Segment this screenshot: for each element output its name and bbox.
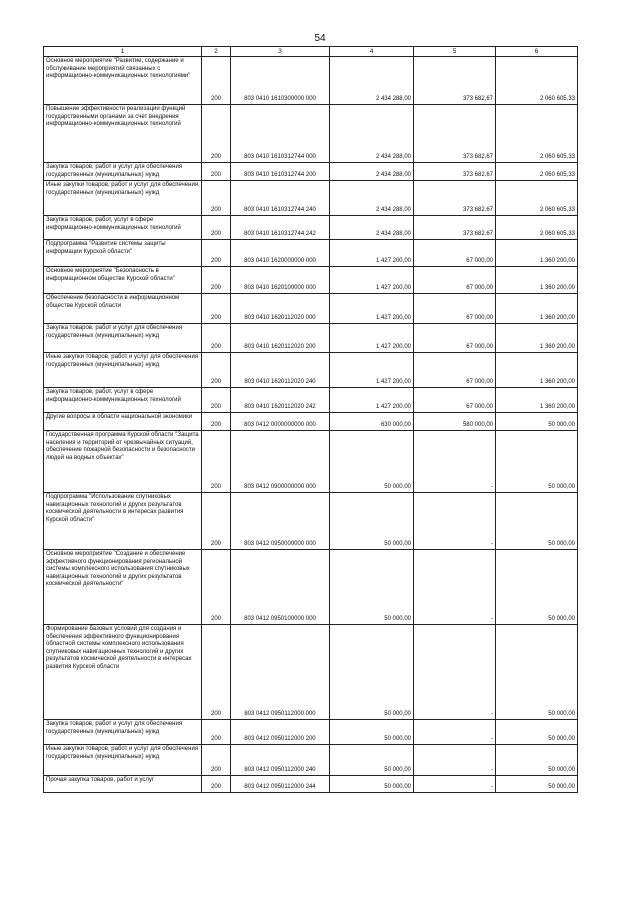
row-column2-cell: 200 xyxy=(202,431,231,493)
row-column5-cell: - xyxy=(414,550,496,625)
row-column2-cell: 200 xyxy=(202,625,231,720)
budget-table xyxy=(43,46,578,793)
row-column6-cell: 2 060 605,33 xyxy=(496,105,578,163)
row-name-cell: Обеспечение безопасности в информационном обществе Курской области xyxy=(44,294,202,324)
row-column5-cell: - xyxy=(414,431,496,493)
row-column2-cell: 200 xyxy=(202,324,231,353)
row-code-cell: 803 0412 0950100000 000 xyxy=(231,550,330,625)
row-name-cell: Основное мероприятие "Развитие, содержание и обслуживание мероприятий связанных с информационно-коммуникационных технологиями" xyxy=(44,57,202,105)
row-name-cell: Закупка товаров, работ, услуг в сфере информационно-коммуникационных технологий xyxy=(44,388,202,413)
row-column6-cell: 1 360 200,00 xyxy=(496,267,578,294)
row-column5-cell: 373 682,67 xyxy=(414,163,496,181)
row-column5-cell: 67 000,00 xyxy=(414,353,496,388)
row-column4-cell: 2 434 288,00 xyxy=(330,57,414,105)
row-name-cell: Другие вопросы в области национальной экономики xyxy=(44,413,202,431)
row-column5-cell: 373 682,67 xyxy=(414,181,496,216)
row-name-cell: Закупка товаров, работ и услуг для обеспечения государственных (муниципальных) нужд xyxy=(44,324,202,353)
row-column2-cell: 200 xyxy=(202,550,231,625)
row-code-cell: 803 0410 1620112020 242 xyxy=(231,388,330,413)
row-column4-cell: 50 000,00 xyxy=(330,776,414,793)
row-column5-cell: 373 682,67 xyxy=(414,105,496,163)
row-name-cell: Государственная программа Курской области "Защита населения и территорий от чрезвычайных ситуаций, обеспечение пожарной безопасности и безопасности людей на водных объектах" xyxy=(44,431,202,493)
row-column5-cell: - xyxy=(414,745,496,776)
row-name-cell: Подпрограмма "Развитие системы защиты информации Курской области" xyxy=(44,240,202,267)
row-name-cell: Закупка товаров, работ, услуг в сфере информационно-коммуникационных технологий xyxy=(44,216,202,240)
row-code-cell: 803 0410 1610300000 000 xyxy=(231,57,330,105)
row-column4-cell: 50 000,00 xyxy=(330,493,414,550)
row-column6-cell: 50 000,00 xyxy=(496,431,578,493)
row-column5-cell: 67 000,00 xyxy=(414,388,496,413)
row-column2-cell: 200 xyxy=(202,181,231,216)
table-row xyxy=(44,105,578,163)
row-column2-cell: 200 xyxy=(202,163,231,181)
row-column4-cell: 1 427 200,00 xyxy=(330,294,414,324)
row-code-cell: 803 0412 0950112000 200 xyxy=(231,720,330,745)
row-column6-cell: 50 000,00 xyxy=(496,776,578,793)
row-column6-cell: 1 360 200,00 xyxy=(496,388,578,413)
row-code-cell: 803 0410 1610312744 200 xyxy=(231,163,330,181)
row-code-cell: 803 0412 0950000000 000 xyxy=(231,493,330,550)
table-row xyxy=(44,324,578,353)
row-column4-cell: 2 434 288,00 xyxy=(330,181,414,216)
table-row xyxy=(44,353,578,388)
table-row xyxy=(44,625,578,720)
table-row xyxy=(44,294,578,324)
row-code-cell: 803 0410 1620100000 000 xyxy=(231,267,330,294)
row-name-cell: Повышение эффективности реализации функций государственными органами за счет внедрения информационно-коммуникационных технологий xyxy=(44,105,202,163)
row-column5-cell: - xyxy=(414,720,496,745)
table-row xyxy=(44,745,578,776)
row-column6-cell: 50 000,00 xyxy=(496,720,578,745)
row-name-cell: Формирование базовых условий для создания и обеспечения эффективного функционирования областной системы комплексного использования спутниковых навигационных технологий и других результатов космической деятельности в интересах развития Курской области xyxy=(44,625,202,720)
row-column6-cell: 1 360 200,00 xyxy=(496,240,578,267)
table-row xyxy=(44,776,578,793)
table-body xyxy=(44,57,578,793)
row-code-cell: 803 0410 1620112020 240 xyxy=(231,353,330,388)
row-column6-cell: 1 360 200,00 xyxy=(496,324,578,353)
row-column4-cell: 50 000,00 xyxy=(330,745,414,776)
row-column4-cell: 1 427 200,00 xyxy=(330,324,414,353)
row-code-cell: 803 0410 1610312744 242 xyxy=(231,216,330,240)
row-column5-cell: 67 000,00 xyxy=(414,324,496,353)
header-cell: 6 xyxy=(496,47,578,57)
table-row xyxy=(44,163,578,181)
row-name-cell: Подпрограмма "Использование спутниковых навигационных технологий и других результатов космической деятельности в интересах развития Курской области" xyxy=(44,493,202,550)
table-row xyxy=(44,720,578,745)
row-column2-cell: 200 xyxy=(202,57,231,105)
row-column6-cell: 50 000,00 xyxy=(496,493,578,550)
table-row xyxy=(44,181,578,216)
row-code-cell: 803 0412 0000000000 000 xyxy=(231,413,330,431)
row-code-cell: 803 0412 0950112000 244 xyxy=(231,776,330,793)
page-number: 54 xyxy=(314,33,326,44)
row-column2-cell: 200 xyxy=(202,294,231,324)
row-column4-cell: 630 000,00 xyxy=(330,413,414,431)
row-code-cell: 803 0410 1620112020 000 xyxy=(231,294,330,324)
row-code-cell: 803 0412 0950112000 000 xyxy=(231,625,330,720)
row-code-cell: 803 0412 0950112000 240 xyxy=(231,745,330,776)
row-column4-cell: 1 427 200,00 xyxy=(330,353,414,388)
table-row xyxy=(44,493,578,550)
row-column2-cell: 200 xyxy=(202,267,231,294)
row-name-cell: Иные закупки товаров, работ и услуг для обеспечения государственных (муниципальных) нужд xyxy=(44,353,202,388)
row-code-cell: 803 0410 1620000000 000 xyxy=(231,240,330,267)
row-name-cell: Закупка товаров, работ и услуг для обеспечения государственных (муниципальных) нужд xyxy=(44,163,202,181)
row-column2-cell: 200 xyxy=(202,720,231,745)
row-column2-cell: 200 xyxy=(202,776,231,793)
row-column4-cell: 2 434 288,00 xyxy=(330,216,414,240)
row-column4-cell: 50 000,00 xyxy=(330,550,414,625)
row-name-cell: Прочая закупка товаров, работ и услуг xyxy=(44,776,202,793)
table-row xyxy=(44,550,578,625)
row-column5-cell: 373 682,67 xyxy=(414,57,496,105)
row-column5-cell: 67 000,00 xyxy=(414,267,496,294)
row-column2-cell: 200 xyxy=(202,240,231,267)
header-cell: 2 xyxy=(202,47,231,57)
row-column5-cell: 373 682,67 xyxy=(414,216,496,240)
row-column2-cell: 200 xyxy=(202,413,231,431)
row-column4-cell: 50 000,00 xyxy=(330,625,414,720)
row-column6-cell: 50 000,00 xyxy=(496,625,578,720)
header-cell: 5 xyxy=(414,47,496,57)
table-row xyxy=(44,216,578,240)
row-column4-cell: 1 427 200,00 xyxy=(330,388,414,413)
row-column6-cell: 2 060 605,33 xyxy=(496,57,578,105)
row-column2-cell: 200 xyxy=(202,493,231,550)
table-row xyxy=(44,413,578,431)
row-code-cell: 803 0410 1610312744 240 xyxy=(231,181,330,216)
row-column5-cell: - xyxy=(414,493,496,550)
table-row xyxy=(44,267,578,294)
row-code-cell: 803 0410 1610312744 000 xyxy=(231,105,330,163)
row-name-cell: Закупка товаров, работ и услуг для обеспечения государственных (муниципальных) нужд xyxy=(44,720,202,745)
row-column2-cell: 200 xyxy=(202,388,231,413)
row-column4-cell: 50 000,00 xyxy=(330,431,414,493)
row-column2-cell: 200 xyxy=(202,216,231,240)
row-column4-cell: 1 427 200,00 xyxy=(330,240,414,267)
row-column4-cell: 50 000,00 xyxy=(330,720,414,745)
row-column6-cell: 1 360 200,00 xyxy=(496,353,578,388)
header-cell: 4 xyxy=(330,47,414,57)
header-cell: 1 xyxy=(44,47,202,57)
row-column5-cell: 67 000,00 xyxy=(414,294,496,324)
row-column4-cell: 2 434 288,00 xyxy=(330,105,414,163)
row-column6-cell: 1 360 200,00 xyxy=(496,294,578,324)
row-column5-cell: - xyxy=(414,776,496,793)
header-cell: 3 xyxy=(231,47,330,57)
row-name-cell: Иные закупки товаров, работ и услуг для обеспечения государственных (муниципальных) нужд xyxy=(44,745,202,776)
row-name-cell: Основное мероприятие "Создание и обеспечение эффективного функционирования региональной системы комплексного использования спутниковых навигационных технологий и других результатов космической деятельности" xyxy=(44,550,202,625)
row-column6-cell: 50 000,00 xyxy=(496,550,578,625)
row-column5-cell: - xyxy=(414,625,496,720)
row-code-cell: 803 0412 0900000000 000 xyxy=(231,431,330,493)
row-name-cell: Иные закупки товаров, работ и услуг для обеспечения государственных (муниципальных) нужд xyxy=(44,181,202,216)
row-column4-cell: 1 427 200,00 xyxy=(330,267,414,294)
header-row xyxy=(44,47,578,57)
row-column6-cell: 2 060 605,33 xyxy=(496,181,578,216)
row-code-cell: 803 0410 1620112020 200 xyxy=(231,324,330,353)
row-column5-cell: 67 000,00 xyxy=(414,240,496,267)
row-column2-cell: 200 xyxy=(202,105,231,163)
row-column2-cell: 200 xyxy=(202,745,231,776)
row-column6-cell: 2 060 605,33 xyxy=(496,216,578,240)
row-column6-cell: 50 000,00 xyxy=(496,745,578,776)
row-column2-cell: 200 xyxy=(202,353,231,388)
row-column6-cell: 50 000,00 xyxy=(496,413,578,431)
row-column6-cell: 2 060 605,33 xyxy=(496,163,578,181)
row-column5-cell: 580 000,00 xyxy=(414,413,496,431)
table-row xyxy=(44,431,578,493)
table-row xyxy=(44,240,578,267)
table-row xyxy=(44,388,578,413)
table-row xyxy=(44,57,578,105)
row-name-cell: Основное мероприятие "Безопасность в информационном обществе Курской области" xyxy=(44,267,202,294)
row-column4-cell: 2 434 288,00 xyxy=(330,163,414,181)
